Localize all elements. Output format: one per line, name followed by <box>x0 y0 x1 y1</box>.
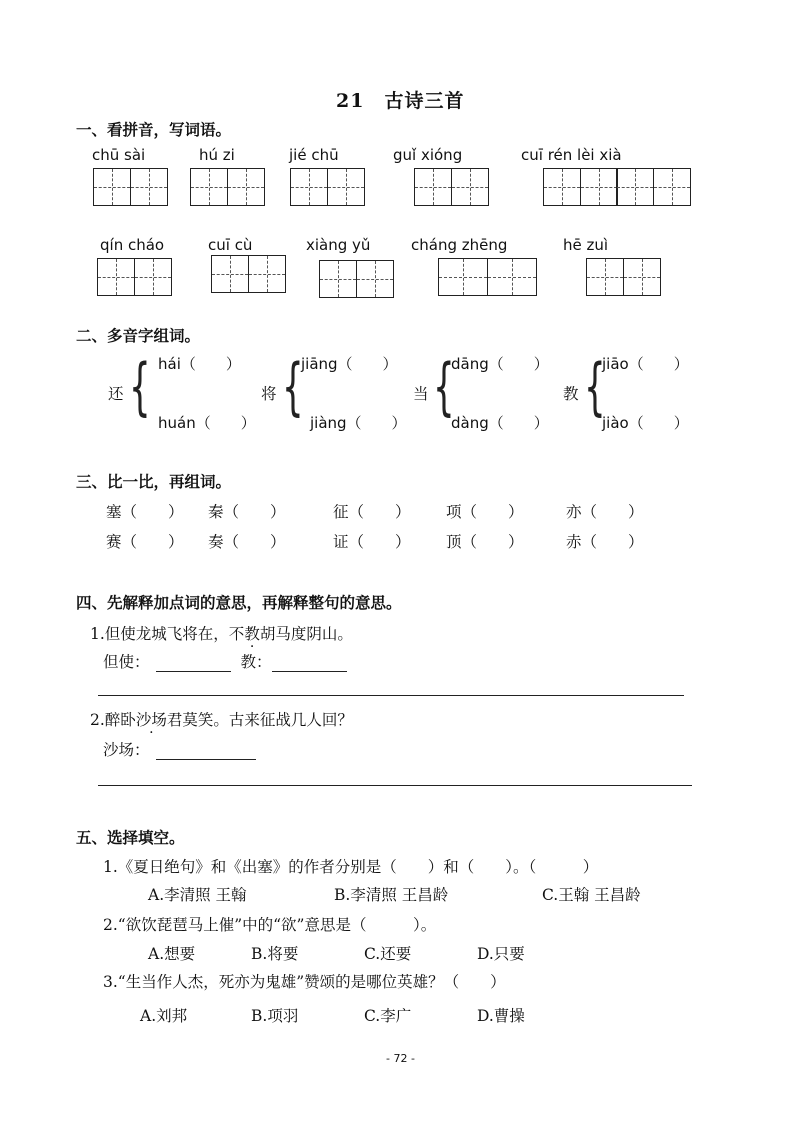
writing-grid-jie-chu[interactable] <box>290 168 365 206</box>
option-c[interactable]: C.还要 <box>364 945 412 963</box>
pinyin-he-zui: hē zuì <box>563 236 609 254</box>
poem-line-2-pre: 醉卧 <box>104 711 136 729</box>
section-4-heading: 四、先解释加点词的意思，再解释整句的意思。 <box>76 593 402 612</box>
writing-grid-xiang-yu[interactable] <box>319 260 394 298</box>
polyphone-jiang1-blank[interactable]: jiāng（ ） <box>301 355 398 373</box>
compare-item[interactable]: 征（ ） <box>333 503 411 521</box>
pinyin-chang-zheng: cháng zhēng <box>411 236 508 254</box>
answer-blank-danshi[interactable] <box>156 655 231 672</box>
option-c[interactable]: C.王翰 王昌龄 <box>542 886 641 904</box>
dotted-word-shachang: 沙场 <box>135 711 167 729</box>
brace-icon: { <box>129 350 151 423</box>
explain-row-2 <box>103 738 256 760</box>
answer-line-1[interactable] <box>98 695 684 696</box>
poem-line-1-post: 胡马度阴山。 <box>259 625 353 643</box>
pinyin-gui-xiong: guǐ xióng <box>393 146 463 164</box>
writing-grid-cui-ren-lei-xia[interactable] <box>543 168 691 206</box>
writing-grid-qin-chao[interactable] <box>97 258 172 296</box>
option-d[interactable]: D.曹操 <box>477 1007 525 1025</box>
compare-item[interactable]: 顶（ ） <box>446 533 524 551</box>
page-title: 21 古诗三首 <box>336 90 465 112</box>
label-shachang: 沙场： <box>103 741 150 759</box>
compare-item[interactable]: 项（ ） <box>446 503 524 521</box>
label-danshi: 但使： <box>103 653 150 671</box>
pinyin-qin-chao: qín cháo <box>100 236 165 254</box>
pinyin-cui-cu: cuī cù <box>208 236 253 254</box>
polyphone-char-dang: 当 <box>413 385 429 403</box>
section-1-heading: 一、看拼音，写词语。 <box>76 120 232 139</box>
question-number: 2. <box>90 711 105 729</box>
compare-item[interactable]: 亦（ ） <box>566 503 644 521</box>
answer-blank-jiao[interactable] <box>272 655 347 672</box>
option-a[interactable]: A.李清照 王翰 <box>148 886 247 904</box>
dotted-word-jiao: 教 <box>244 625 260 643</box>
compare-item[interactable]: 奏（ ） <box>208 533 286 551</box>
poem-line-2-post: 君莫笑。古来征战几人回？ <box>166 711 353 729</box>
option-c[interactable]: C.李广 <box>364 1007 412 1025</box>
poem-line-2 <box>90 708 353 730</box>
writing-grid-chu-sai[interactable] <box>93 168 168 206</box>
answer-blank-shachang[interactable] <box>156 743 256 760</box>
polyphone-jiang4-blank[interactable]: jiàng（ ） <box>310 414 407 432</box>
pinyin-jie-chu: jié chū <box>289 146 339 164</box>
writing-grid-chang-zheng[interactable] <box>438 258 537 296</box>
writing-grid-hu-zi[interactable] <box>190 168 265 206</box>
poem-line-1 <box>90 622 353 644</box>
option-b[interactable]: B.将要 <box>251 945 299 963</box>
section-2-heading: 二、多音字组词。 <box>76 326 201 345</box>
compare-item[interactable]: 赛（ ） <box>106 533 184 551</box>
poem-line-1-pre: 但使龙城飞将在，不 <box>104 625 245 643</box>
brace-icon: { <box>282 350 304 423</box>
compare-item[interactable]: 赤（ ） <box>566 533 644 551</box>
choice-question-1: 1.《夏日绝句》和《出塞》的作者分别是（ ）和（ ）。（ ） <box>103 858 599 876</box>
label-jiao: 教： <box>240 653 272 671</box>
choice-question-3: 3.“生当作人杰，死亦为鬼雄”赞颂的是哪位英雄？（ ） <box>103 973 506 991</box>
pinyin-hu-zi: hú zi <box>199 146 235 164</box>
question-number: 1. <box>90 625 105 643</box>
writing-grid-he-zui[interactable] <box>586 258 661 296</box>
polyphone-char-huan: 还 <box>108 385 124 403</box>
polyphone-hai-blank[interactable]: hái（ ） <box>158 355 241 373</box>
polyphone-jiao4-blank[interactable]: jiào（ ） <box>602 414 689 432</box>
writing-grid-gui-xiong[interactable] <box>414 168 489 206</box>
pinyin-cui-ren-lei-xia: cuī rén lèi xià <box>521 146 622 164</box>
polyphone-jiao1-blank[interactable]: jiāo（ ） <box>602 355 689 373</box>
polyphone-dang1-blank[interactable]: dāng（ ） <box>451 355 549 373</box>
writing-grid-cui-cu[interactable] <box>211 255 286 293</box>
brace-icon: { <box>584 350 606 423</box>
option-a[interactable]: A.刘邦 <box>140 1007 188 1025</box>
polyphone-char-jiao: 教 <box>563 385 579 403</box>
choice-question-2: 2.“欲饮琵琶马上催”中的“欲”意思是（ ）。 <box>103 916 437 934</box>
compare-item[interactable]: 塞（ ） <box>106 503 184 521</box>
option-a[interactable]: A.想要 <box>148 945 196 963</box>
answer-line-2[interactable] <box>98 785 692 786</box>
polyphone-char-jiang: 将 <box>261 385 277 403</box>
option-d[interactable]: D.只要 <box>477 945 525 963</box>
section-5-heading: 五、选择填空。 <box>76 828 185 847</box>
compare-item[interactable]: 证（ ） <box>333 533 411 551</box>
page-number: - 72 - <box>386 1052 415 1065</box>
option-b[interactable]: B.李清照 王昌龄 <box>334 886 449 904</box>
option-b[interactable]: B.项羽 <box>251 1007 299 1025</box>
explain-row-1 <box>103 650 347 672</box>
polyphone-huan-blank[interactable]: huán（ ） <box>158 414 256 432</box>
compare-item[interactable]: 秦（ ） <box>208 503 286 521</box>
pinyin-xiang-yu: xiàng yǔ <box>306 236 371 254</box>
brace-icon: { <box>433 350 455 423</box>
pinyin-chu-sai: chū sài <box>92 146 146 164</box>
polyphone-dang4-blank[interactable]: dàng（ ） <box>451 414 549 432</box>
section-3-heading: 三、比一比，再组词。 <box>76 472 232 491</box>
